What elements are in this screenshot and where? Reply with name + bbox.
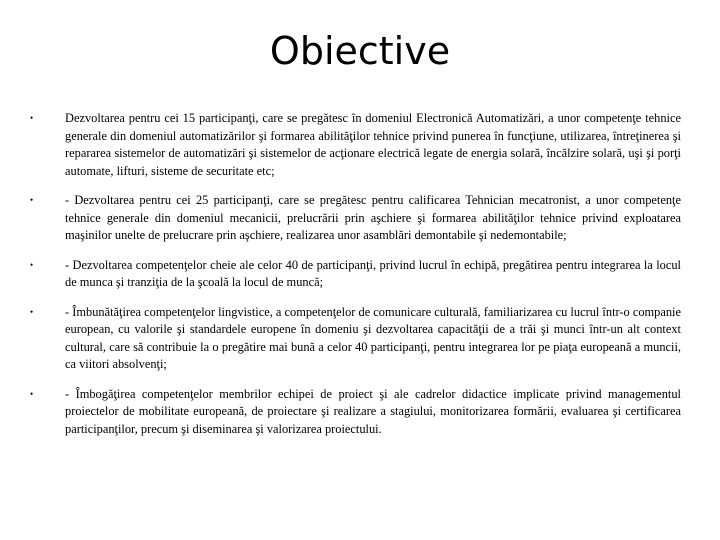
objective-item: [30, 257, 681, 292]
objective-text: Dezvoltarea pentru cei 15 participanţi, care se pregătesc în domeniul Electronică Automatizări, a unor competenţe tehnice generale din domeniul automatizărilor şi formarea abilităţilor tehnice privind punerea în funcţiune, utilizarea, întreţinerea şi repararea sistemelor de automatizări şi sistemelor de acţionare electrică legate de energia solară, încălzire solară, uşi şi porţi automate, lifturi, sisteme de securitate etc;: [65, 111, 681, 178]
objective-text: - Dezvoltarea competenţelor cheie ale celor 40 de participanţi, privind lucrul în echipă, pregătirea pentru integrarea la locul de munca şi tranziţia de la şcoală la locul de muncă;: [65, 257, 681, 289]
objectives-list: [30, 110, 681, 450]
bullet-icon: •: [30, 306, 34, 317]
objective-text: - Îmbunătăţirea competenţelor lingvistice, a competenţelor de comunicare culturală, familiarizarea cu lucrul într-o companie european, cu valorile şi standardele europene în domeniu şi dezvoltarea capacităţii de a trăi şi munci într-un alt context cultural, care să contribuie la o pregătire mai bună a celor 40 participanţi, pentru integrarea lor pe piaţa europeană a muncii, ca viitori absolvenţi;: [65, 304, 681, 371]
objective-item: [30, 110, 681, 180]
slide-title: Obiective: [269, 29, 451, 73]
bullet-icon: •: [30, 259, 34, 270]
bullet-icon: •: [30, 388, 34, 399]
objective-item: [30, 304, 681, 374]
bullet-icon: •: [30, 113, 34, 123]
objective-item: [30, 386, 681, 439]
objective-text: - Îmbogăţirea competenţelor membrilor echipei de proiect şi ale cadrelor didactice implicate privind managementul proiectelor de mobilitate europeană, de proiectare şi realizare a stagiului, monitorizarea formării, evaluarea şi certificarea participanţilor, precum şi diseminarea şi valorizarea proiectului.: [65, 386, 681, 436]
bullet-icon: •: [30, 195, 34, 205]
objective-item: [30, 192, 681, 245]
objective-text: - Dezvoltarea pentru cei 25 participanţi, care se pregătesc pentru calificarea Tehnician mecatronist, a unor competenţe tehnice generale din domeniul mecanicii, prelucrării prin aşchiere şi formarea abilităţilor tehnice privind exploatarea maşinilor unelte de prelucrare prin aşchiere, realizarea unor asamblări demontabile şi nedemontabile;: [65, 193, 681, 242]
